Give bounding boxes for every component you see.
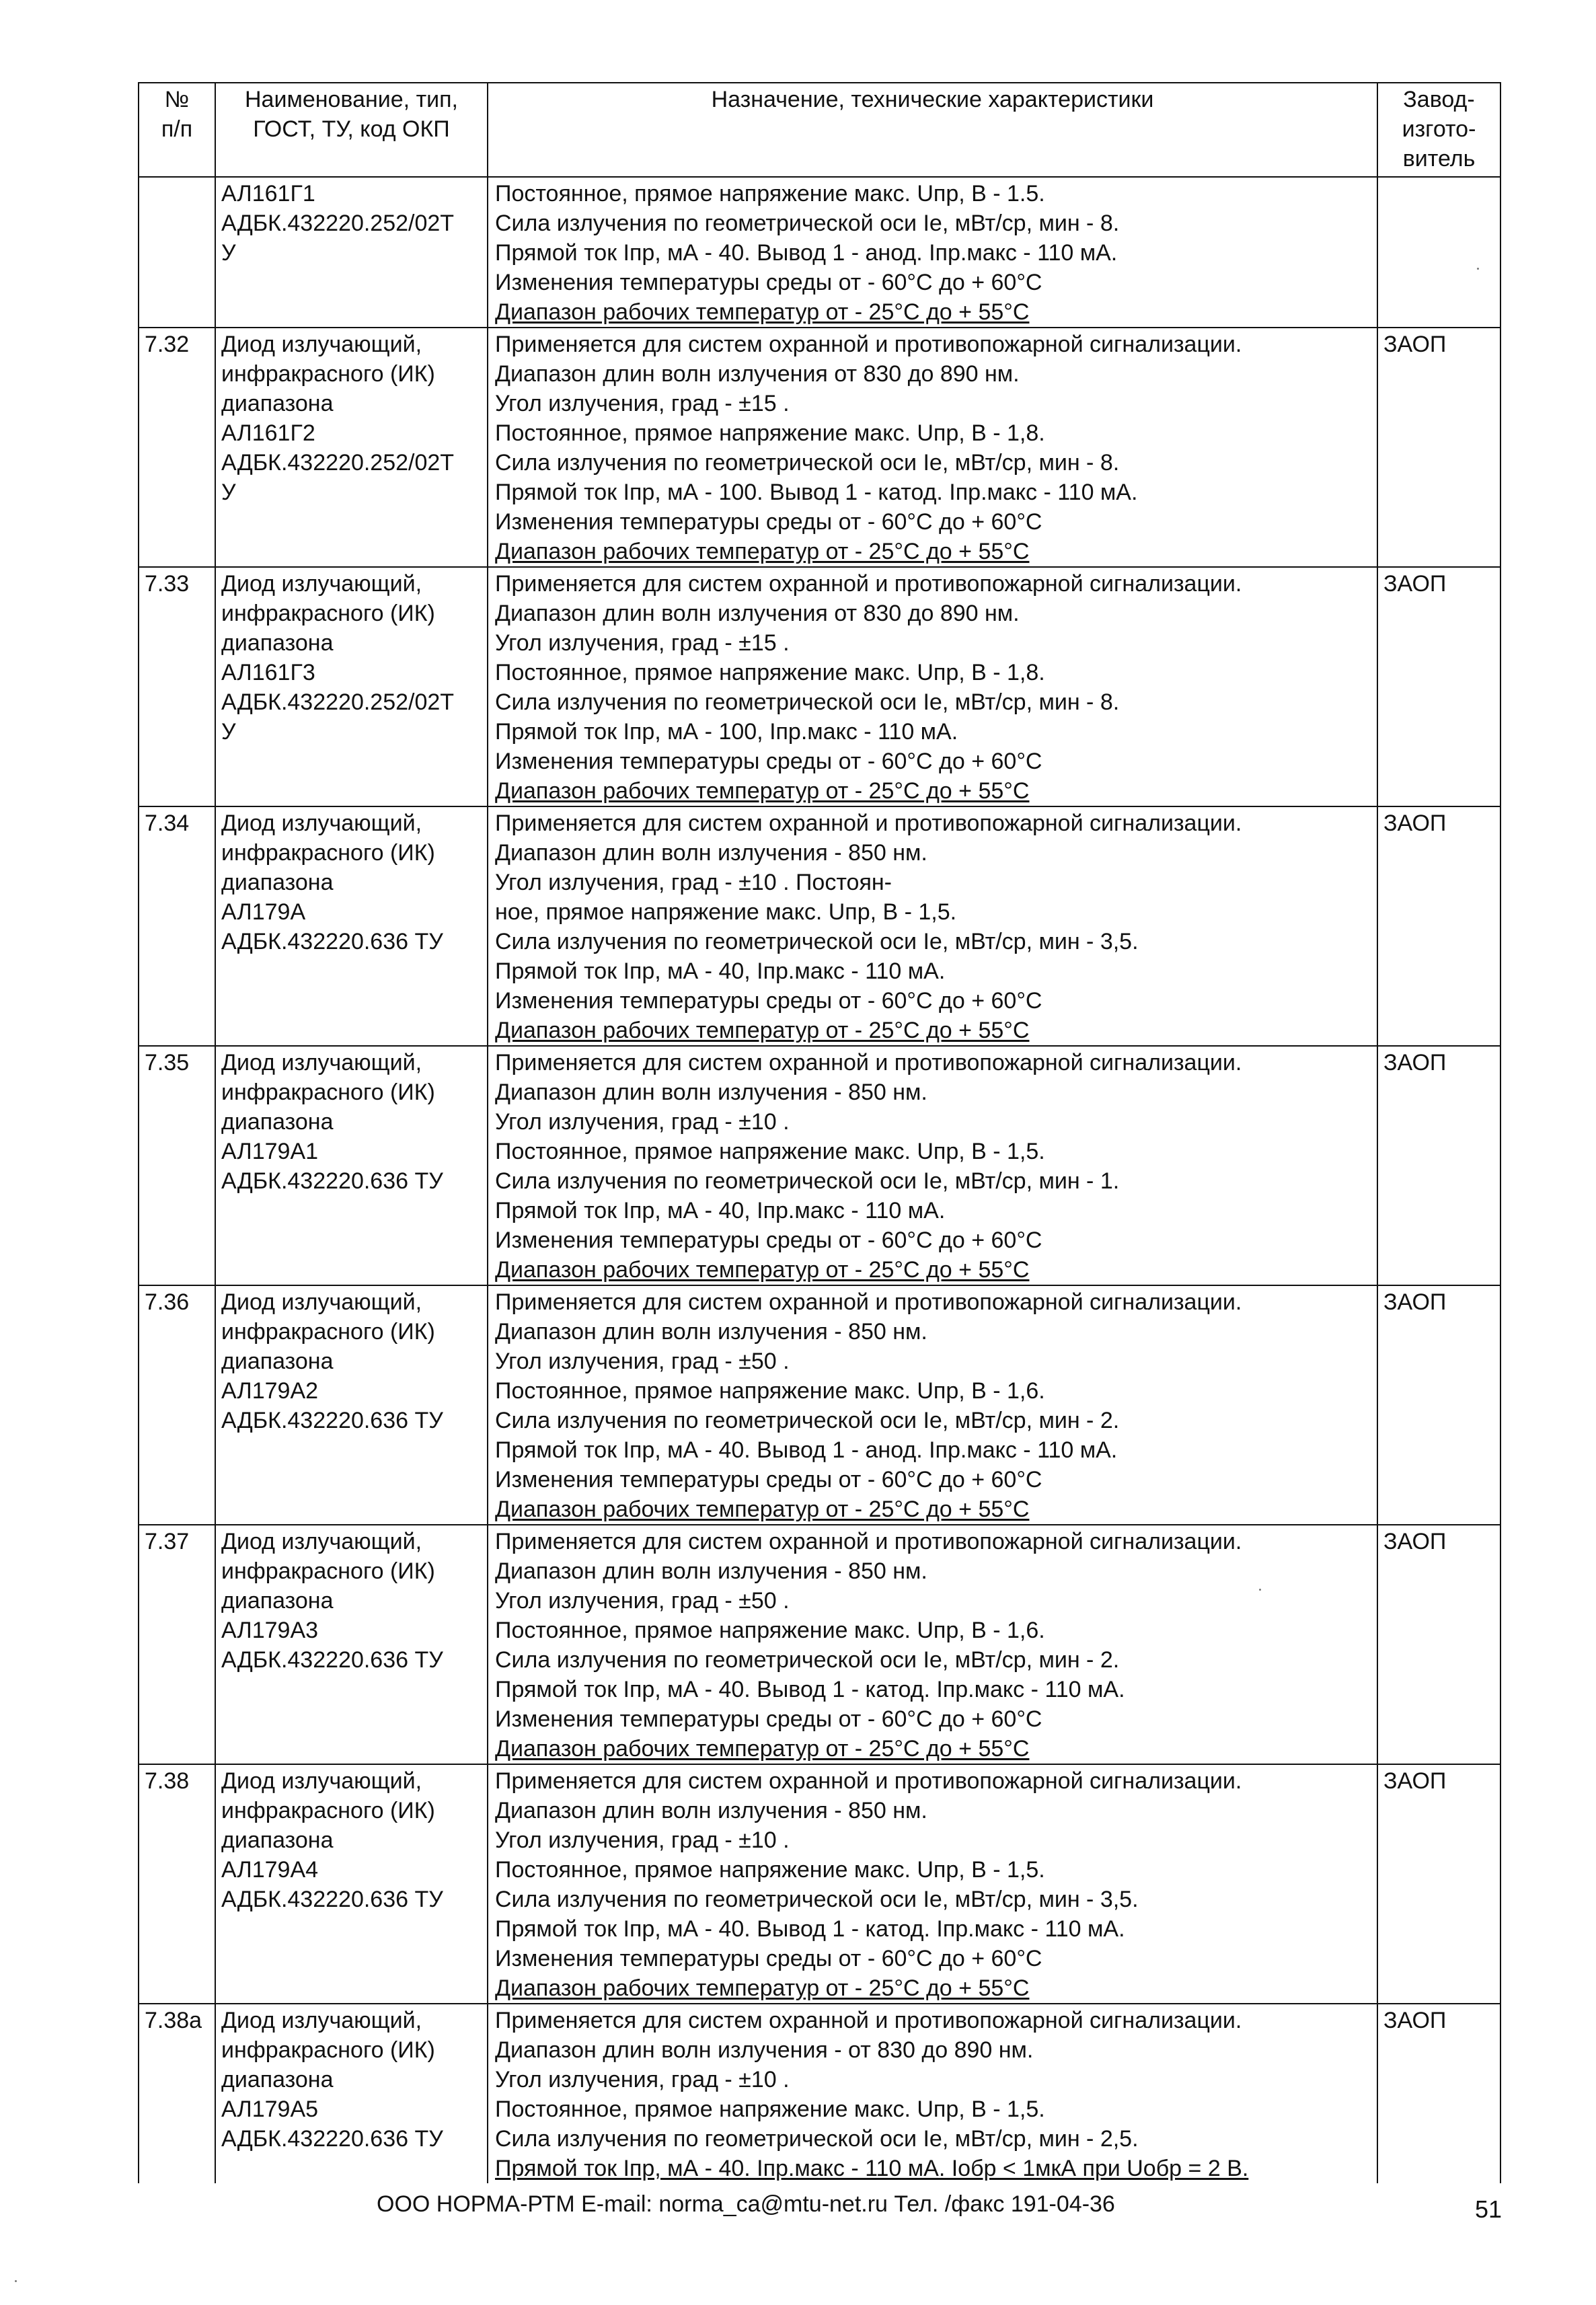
header-maker-line: Завод- <box>1403 87 1475 112</box>
specification-line: Угол излучения, град - ±15 . <box>495 630 790 656</box>
row-number-cell <box>139 567 215 806</box>
component-name-line: АДБК.432220.636 ТУ <box>221 929 443 954</box>
row-number-cell <box>139 1525 215 1764</box>
table-header-row <box>139 83 1500 177</box>
specification-line: Сила излучения по геометрической оси Iе, мВт/ср, мин - 8. <box>495 450 1120 476</box>
component-name-line: инфракрасного (ИК) <box>221 1319 435 1345</box>
specification-line: Применяется для систем охранной и противопожарной сигнализации. <box>495 1050 1242 1075</box>
table-row <box>139 2004 1500 2183</box>
specification-line: Диапазон рабочих температур от - 25°С до + 55°С <box>495 1018 1030 1043</box>
component-name-line: АЛ179А <box>221 899 306 925</box>
header-name-line: ГОСТ, ТУ, код ОКП <box>253 116 450 142</box>
specification-line: Диапазон рабочих температур от - 25°С до + 55°С <box>495 1736 1030 1762</box>
specification-line: Угол излучения, град - ±10 . <box>495 2067 790 2092</box>
table-row <box>139 1764 1500 2004</box>
component-name-line: диапазона <box>221 1827 334 1853</box>
component-name-line: инфракрасного (ИК) <box>221 840 435 866</box>
component-name-cell <box>215 567 488 806</box>
row-number-cell <box>139 1285 215 1525</box>
specification-line: Диапазон длин волн излучения - 850 нм. <box>495 1558 927 1584</box>
component-name-line: инфракрасного (ИК) <box>221 1798 435 1823</box>
manufacturer-name: ЗАОП <box>1383 2008 1447 2033</box>
component-name-cell <box>215 2004 488 2183</box>
specification-line: Постоянное, прямое напряжение макс. Uпр, В - 1,8. <box>495 660 1045 685</box>
components-table <box>138 82 1501 2183</box>
specification-line: Угол излучения, град - ±15 . <box>495 391 790 416</box>
component-name-line: Диод излучающий, <box>221 1289 422 1315</box>
component-name-line: диапазона <box>221 2067 334 2092</box>
scan-speck <box>15 2280 17 2282</box>
specification-line: Изменения температуры среды от - 60°С до + 60°С <box>495 1467 1042 1492</box>
specification-line: Диапазон длин волн излучения - 850 нм. <box>495 1080 927 1105</box>
specification-line: Изменения температуры среды от - 60°С до + 60°С <box>495 1946 1042 1971</box>
component-name-cell <box>215 1764 488 2004</box>
specification-line: Сила излучения по геометрической оси Iе, мВт/ср, мин - 1. <box>495 1168 1120 1194</box>
specification-line: Диапазон длин волн излучения - от 830 до 890 нм. <box>495 2037 1034 2063</box>
component-name-cell <box>215 806 488 1046</box>
manufacturer-cell <box>1377 1285 1500 1525</box>
table-row <box>139 177 1500 328</box>
specification-line: Диапазон длин волн излучения - 850 нм. <box>495 840 927 866</box>
header-num <box>139 83 215 177</box>
component-name-line: Диод излучающий, <box>221 571 422 597</box>
specification-line: Применяется для систем охранной и противопожарной сигнализации. <box>495 1289 1242 1315</box>
specification-line: Изменения температуры среды от - 60°С до + 60°С <box>495 988 1042 1014</box>
component-name-line: диапазона <box>221 870 334 895</box>
specification-line: Постоянное, прямое напряжение макс. Uпр, В - 1,5. <box>495 2096 1045 2122</box>
manufacturer-name: ЗАОП <box>1383 1529 1447 1554</box>
specification-line: Применяется для систем охранной и противопожарной сигнализации. <box>495 332 1242 357</box>
component-name-cell <box>215 1525 488 1764</box>
specification-line: Диапазон рабочих температур от - 25°С до + 55°С <box>495 1257 1030 1283</box>
row-number: 7.38а <box>145 2008 202 2033</box>
header-maker-line: витель <box>1402 146 1476 172</box>
component-name-line: АДБК.432220.252/02Т <box>221 450 455 476</box>
component-name-line: диапазона <box>221 391 334 416</box>
specification-line: Постоянное, прямое напряжение макс. Uпр, В - 1,6. <box>495 1378 1045 1404</box>
scan-speck <box>1477 268 1479 270</box>
header-spec-line: Назначение, технические характеристики <box>711 87 1154 112</box>
row-number-cell <box>139 328 215 567</box>
specification-line: Угол излучения, град - ±10 . <box>495 1109 790 1135</box>
row-number: 7.38 <box>145 1768 190 1794</box>
component-name-line: диапазона <box>221 1349 334 1374</box>
specification-cell <box>488 1764 1377 2004</box>
component-name-line: диапазона <box>221 1588 334 1614</box>
component-name-line: У <box>221 480 236 505</box>
specification-line: Диапазон рабочих температур от - 25°С до + 55°С <box>495 299 1030 325</box>
component-name-line: АДБК.432220.252/02Т <box>221 689 455 715</box>
component-name-line: диапазона <box>221 630 334 656</box>
component-name-line: АДБК.432220.636 ТУ <box>221 2126 443 2152</box>
component-name-line: У <box>221 240 236 266</box>
specification-line: Сила излучения по геометрической оси Iе, мВт/ср, мин - 2,5. <box>495 2126 1139 2152</box>
specification-line: Сила излучения по геометрической оси Iе, мВт/ср, мин - 8. <box>495 211 1120 236</box>
specification-line: Сила излучения по геометрической оси Iе, мВт/ср, мин - 2. <box>495 1408 1120 1433</box>
table-row <box>139 806 1500 1046</box>
row-number: 7.36 <box>145 1289 190 1315</box>
header-spec <box>488 83 1377 177</box>
specification-line: Изменения температуры среды от - 60°С до + 60°С <box>495 749 1042 774</box>
manufacturer-cell <box>1377 1525 1500 1764</box>
specification-line: Прямой ток Iпр, мА - 40. Iпр.макс - 110 мА. Iобр < 1мкА при Uобр = 2 В. <box>495 2156 1249 2181</box>
specification-cell <box>488 2004 1377 2183</box>
manufacturer-cell <box>1377 177 1500 328</box>
table-row <box>139 1285 1500 1525</box>
specification-line: Постоянное, прямое напряжение макс. Uпр, В - 1,8. <box>495 420 1045 446</box>
specification-cell <box>488 806 1377 1046</box>
manufacturer-cell <box>1377 328 1500 567</box>
specification-line: Прямой ток Iпр, мА - 100. Вывод 1 - катод. Iпр.макс - 110 мА. <box>495 480 1138 505</box>
header-name <box>215 83 488 177</box>
table-row <box>139 1525 1500 1764</box>
specification-line: Угол излучения, град - ±10 . <box>495 1827 790 1853</box>
manufacturer-cell <box>1377 806 1500 1046</box>
specification-line: ное, прямое напряжение макс. Uпр, В - 1,5. <box>495 899 957 925</box>
row-number: 7.33 <box>145 571 190 597</box>
specification-line: Прямой ток Iпр, мА - 40. Вывод 1 - анод. Iпр.макс - 110 мА. <box>495 1437 1118 1463</box>
specification-line: Угол излучения, град - ±50 . <box>495 1588 790 1614</box>
specification-cell <box>488 567 1377 806</box>
header-name-line: Наименование, тип, <box>244 87 458 112</box>
component-name-line: АДБК.432220.636 ТУ <box>221 1887 443 1912</box>
component-name-cell <box>215 1046 488 1285</box>
component-name-line: Диод излучающий, <box>221 2008 422 2033</box>
component-name-line: инфракрасного (ИК) <box>221 2037 435 2063</box>
specification-cell <box>488 1285 1377 1525</box>
header-num-line: № <box>164 87 190 112</box>
page-footer <box>0 2191 1596 2225</box>
manufacturer-name: ЗАОП <box>1383 571 1447 597</box>
specification-line: Прямой ток Iпр, мА - 40, Iпр.макс - 110 мА. <box>495 1198 946 1223</box>
specification-line: Диапазон длин волн излучения - 850 нм. <box>495 1319 927 1345</box>
row-number: 7.32 <box>145 332 190 357</box>
manufacturer-name: ЗАОП <box>1383 810 1447 836</box>
manufacturer-cell <box>1377 1764 1500 2004</box>
footer-contacts: ООО НОРМА-РТМ E-mail: norma_ca@mtu-net.ru Тел. /факс 191-04-36 <box>377 2191 1115 2217</box>
specification-line: Сила излучения по геометрической оси Iе, мВт/ср, мин - 3,5. <box>495 1887 1139 1912</box>
component-name-line: АЛ179А4 <box>221 1857 319 1883</box>
row-number-cell <box>139 1764 215 2004</box>
component-name-cell <box>215 1285 488 1525</box>
row-number-cell <box>139 2004 215 2183</box>
component-name-line: АЛ179А3 <box>221 1618 319 1643</box>
component-name-line: Диод излучающий, <box>221 810 422 836</box>
manufacturer-name: ЗАОП <box>1383 1768 1447 1794</box>
table-row <box>139 1046 1500 1285</box>
specification-line: Диапазон рабочих температур от - 25°С до + 55°С <box>495 778 1030 804</box>
component-name-line: Диод излучающий, <box>221 1529 422 1554</box>
page-number: 51 <box>1475 2195 1503 2223</box>
header-maker <box>1377 83 1500 177</box>
component-name-line: АЛ161Г2 <box>221 420 315 446</box>
component-name-line: АЛ179А5 <box>221 2096 319 2122</box>
specification-line: Изменения температуры среды от - 60°С до + 60°С <box>495 1706 1042 1732</box>
specification-line: Прямой ток Iпр, мА - 100, Iпр.макс - 110 мА. <box>495 719 958 745</box>
specification-line: Изменения температуры среды от - 60°С до + 60°С <box>495 270 1042 295</box>
header-maker-line: изгото- <box>1402 116 1476 142</box>
row-number: 7.34 <box>145 810 190 836</box>
specification-line: Сила излучения по геометрической оси Iе, мВт/ср, мин - 2. <box>495 1647 1120 1673</box>
specification-line: Постоянное, прямое напряжение макс. Uпр, В - 1,5. <box>495 1139 1045 1164</box>
table-body <box>139 177 1500 2183</box>
specification-line: Прямой ток Iпр, мА - 40. Вывод 1 - анод. Iпр.макс - 110 мА. <box>495 240 1118 266</box>
specification-line: Диапазон рабочих температур от - 25°С до + 55°С <box>495 1975 1030 2001</box>
specification-cell <box>488 328 1377 567</box>
specification-line: Применяется для систем охранной и противопожарной сигнализации. <box>495 810 1242 836</box>
specification-line: Постоянное, прямое напряжение макс. Uпр, В - 1,5. <box>495 1857 1045 1883</box>
specification-cell <box>488 1525 1377 1764</box>
row-number: 7.35 <box>145 1050 190 1075</box>
row-number-cell <box>139 806 215 1046</box>
specification-line: Применяется для систем охранной и противопожарной сигнализации. <box>495 1529 1242 1554</box>
manufacturer-cell <box>1377 2004 1500 2183</box>
table-row <box>139 567 1500 806</box>
manufacturer-cell <box>1377 567 1500 806</box>
component-name-line: диапазона <box>221 1109 334 1135</box>
component-name-line: Диод излучающий, <box>221 1050 422 1075</box>
component-name-line: инфракрасного (ИК) <box>221 1558 435 1584</box>
specification-line: Применяется для систем охранной и противопожарной сигнализации. <box>495 1768 1242 1794</box>
component-name-line: АЛ161Г1 <box>221 181 315 206</box>
component-name-line: АЛ161Г3 <box>221 660 315 685</box>
component-name-line: У <box>221 719 236 745</box>
component-name-line: АДБК.432220.636 ТУ <box>221 1647 443 1673</box>
component-name-line: инфракрасного (ИК) <box>221 1080 435 1105</box>
specification-line: Диапазон рабочих температур от - 25°С до + 55°С <box>495 539 1030 564</box>
component-name-line: инфракрасного (ИК) <box>221 361 435 387</box>
component-name-line: АДБК.432220.636 ТУ <box>221 1408 443 1433</box>
manufacturer-name: ЗАОП <box>1383 1289 1447 1315</box>
specification-line: Диапазон длин волн излучения от 830 до 890 нм. <box>495 601 1020 626</box>
specification-line: Изменения температуры среды от - 60°С до + 60°С <box>495 509 1042 535</box>
row-number-cell <box>139 177 215 328</box>
manufacturer-name: ЗАОП <box>1383 1050 1447 1075</box>
row-number-cell <box>139 1046 215 1285</box>
scan-speck <box>1259 1589 1261 1591</box>
table-row <box>139 328 1500 567</box>
specification-line: Прямой ток Iпр, мА - 40, Iпр.макс - 110 мА. <box>495 958 946 984</box>
component-name-cell <box>215 328 488 567</box>
specification-line: Изменения температуры среды от - 60°С до + 60°С <box>495 1227 1042 1253</box>
specification-line: Прямой ток Iпр, мА - 40. Вывод 1 - катод. Iпр.макс - 110 мА. <box>495 1916 1125 1942</box>
component-name-cell <box>215 177 488 328</box>
component-name-line: Диод излучающий, <box>221 1768 422 1794</box>
specification-line: Прямой ток Iпр, мА - 40. Вывод 1 - катод. Iпр.макс - 110 мА. <box>495 1677 1125 1702</box>
specification-line: Диапазон рабочих температур от - 25°С до + 55°С <box>495 1497 1030 1522</box>
specification-line: Диапазон длин волн излучения от 830 до 890 нм. <box>495 361 1020 387</box>
specification-cell <box>488 1046 1377 1285</box>
header-num-line: п/п <box>161 116 193 142</box>
specification-line: Постоянное, прямое напряжение макс. Uпр, В - 1.5. <box>495 181 1045 206</box>
component-name-line: АЛ179А1 <box>221 1139 319 1164</box>
specification-line: Сила излучения по геометрической оси Iе, мВт/ср, мин - 3,5. <box>495 929 1139 954</box>
specification-line: Диапазон длин волн излучения - 850 нм. <box>495 1798 927 1823</box>
specification-cell <box>488 177 1377 328</box>
specification-line: Сила излучения по геометрической оси Iе, мВт/ср, мин - 8. <box>495 689 1120 715</box>
specification-line: Угол излучения, град - ±10 . Постоян- <box>495 870 892 895</box>
specification-line: Угол излучения, град - ±50 . <box>495 1349 790 1374</box>
row-number: 7.37 <box>145 1529 190 1554</box>
component-name-line: АДБК.432220.636 ТУ <box>221 1168 443 1194</box>
component-name-line: Диод излучающий, <box>221 332 422 357</box>
manufacturer-cell <box>1377 1046 1500 1285</box>
component-name-line: АДБК.432220.252/02Т <box>221 211 455 236</box>
specification-line: Постоянное, прямое напряжение макс. Uпр, В - 1,6. <box>495 1618 1045 1643</box>
specification-line: Применяется для систем охранной и противопожарной сигнализации. <box>495 2008 1242 2033</box>
manufacturer-name: ЗАОП <box>1383 332 1447 357</box>
component-name-line: инфракрасного (ИК) <box>221 601 435 626</box>
specification-line: Применяется для систем охранной и противопожарной сигнализации. <box>495 571 1242 597</box>
component-name-line: АЛ179А2 <box>221 1378 319 1404</box>
